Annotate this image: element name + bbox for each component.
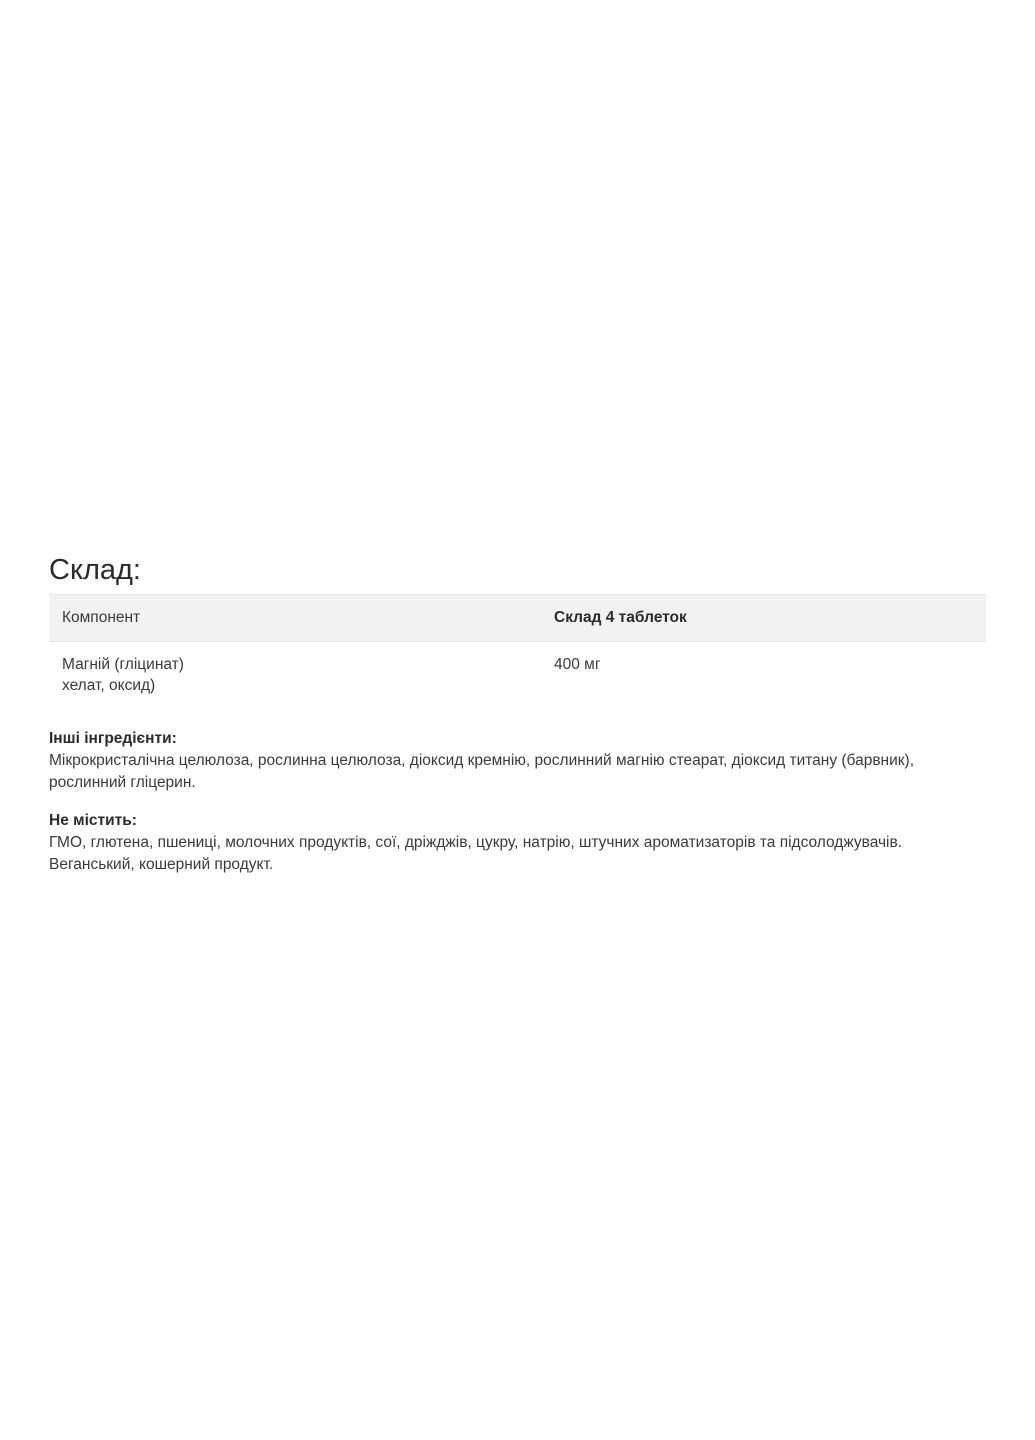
table-header-row xyxy=(49,595,986,642)
column-header-component: Компонент xyxy=(49,595,541,642)
component-name-line: Магній (гліцинат) xyxy=(62,656,184,673)
component-name-line: хелат, оксид) xyxy=(62,677,156,694)
other-ingredients-heading: Інші інгредієнти: xyxy=(49,729,177,747)
does-not-contain-heading: Не містить: xyxy=(49,811,137,829)
other-ingredients-text: Мікрокристалічна целюлоза, рослинна целюлоза, діоксид кремнію, рослинний магнію стеарат, діоксид титану (барвник), рослинний гліцерин. xyxy=(49,751,915,791)
product-composition xyxy=(49,548,986,876)
amount-cell: 400 мг xyxy=(554,656,601,673)
composition-table xyxy=(49,594,986,706)
other-ingredients-section xyxy=(49,728,986,794)
table-row xyxy=(49,642,986,706)
column-header-amount: Склад 4 таблеток xyxy=(541,595,986,642)
section-title: Склад: xyxy=(49,554,141,586)
does-not-contain-text: ГМО, глютена, пшениці, молочних продуктів, сої, дріжджів, цукру, натрію, штучних ароматизаторів та підсолоджувачів. Веганський, кошерний продукт. xyxy=(49,833,903,873)
component-cell xyxy=(49,642,541,706)
does-not-contain-section xyxy=(49,810,986,876)
